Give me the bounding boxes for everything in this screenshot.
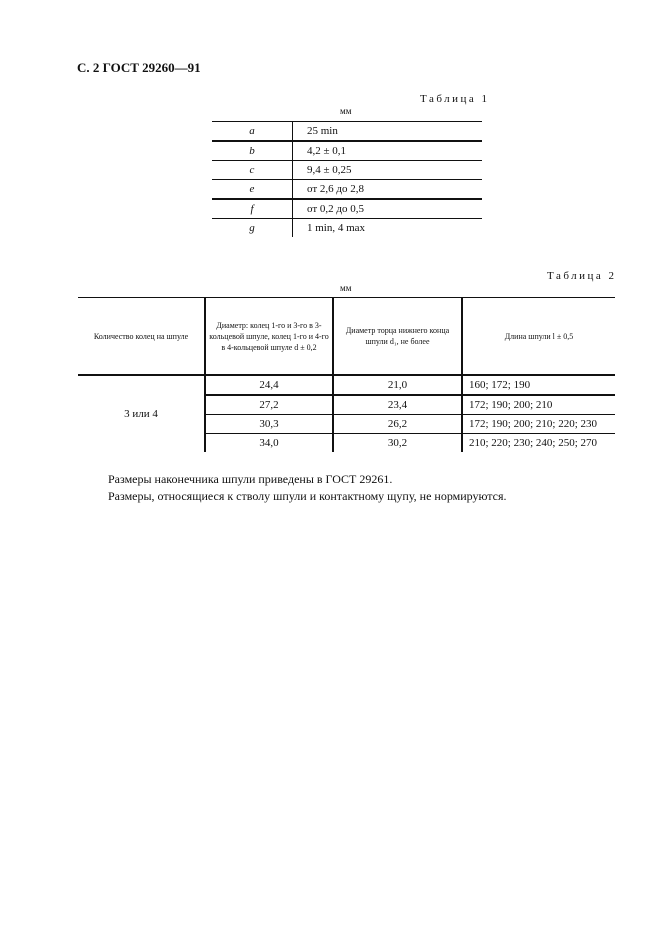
col-header-diameter: Диаметр: колец 1-го и 3-го в 3-кольцевой шпуле, колец 1-го и 4-го в 4-кольцевой шпуле d ± 0,2 — [205, 298, 333, 376]
end-diameter: 30,2 — [333, 434, 462, 453]
end-diameter: 26,2 — [333, 415, 462, 434]
param-value: 25 min — [293, 122, 483, 142]
param-name: f — [212, 199, 293, 219]
param-name: g — [212, 219, 293, 238]
table2-unit: мм — [340, 283, 352, 293]
table1-caption: Таблица 1 — [420, 93, 490, 105]
note-1: Размеры наконечника шпули приведены в ГОСТ 29261. — [108, 472, 393, 486]
length: 160; 172; 190 — [462, 375, 615, 395]
table1 — [212, 121, 482, 237]
param-value: 1 min, 4 max — [293, 219, 483, 238]
end-diameter: 21,0 — [333, 375, 462, 395]
col-header-length: Длина шпули l ± 0,5 — [462, 298, 615, 376]
table-row — [212, 199, 482, 219]
table-row — [212, 219, 482, 238]
param-value: 4,2 ± 0,1 — [293, 141, 483, 161]
length: 172; 190; 200; 210; 220; 230 — [462, 415, 615, 434]
diameter: 24,4 — [205, 375, 333, 395]
length: 172; 190; 200; 210 — [462, 395, 615, 415]
param-name: e — [212, 180, 293, 200]
diameter: 30,3 — [205, 415, 333, 434]
note-2: Размеры, относящиеся к стволу шпули и контактному щупу, не нормируются. — [108, 489, 507, 503]
table-row — [212, 141, 482, 161]
diameter: 34,0 — [205, 434, 333, 453]
param-name: b — [212, 141, 293, 161]
table-row — [212, 180, 482, 200]
col-header-end-diameter: Диаметр торца нижнего конца шпули d₁, не более — [333, 298, 462, 376]
diameter: 27,2 — [205, 395, 333, 415]
page-header: С. 2 ГОСТ 29260—91 — [77, 60, 201, 75]
ring-count: 3 или 4 — [78, 375, 205, 452]
param-value: от 2,6 до 2,8 — [293, 180, 483, 200]
length: 210; 220; 230; 240; 250; 270 — [462, 434, 615, 453]
param-value: от 0,2 до 0,5 — [293, 199, 483, 219]
table-row — [212, 122, 482, 142]
table2-caption: Таблица 2 — [547, 270, 617, 282]
param-name: a — [212, 122, 293, 142]
table2 — [78, 297, 615, 452]
col-header-count: Количество колец на шпуле — [78, 298, 205, 376]
table1-unit: мм — [340, 106, 352, 116]
param-name: c — [212, 161, 293, 180]
param-value: 9,4 ± 0,25 — [293, 161, 483, 180]
table-row — [78, 375, 615, 395]
end-diameter: 23,4 — [333, 395, 462, 415]
table-row — [212, 161, 482, 180]
